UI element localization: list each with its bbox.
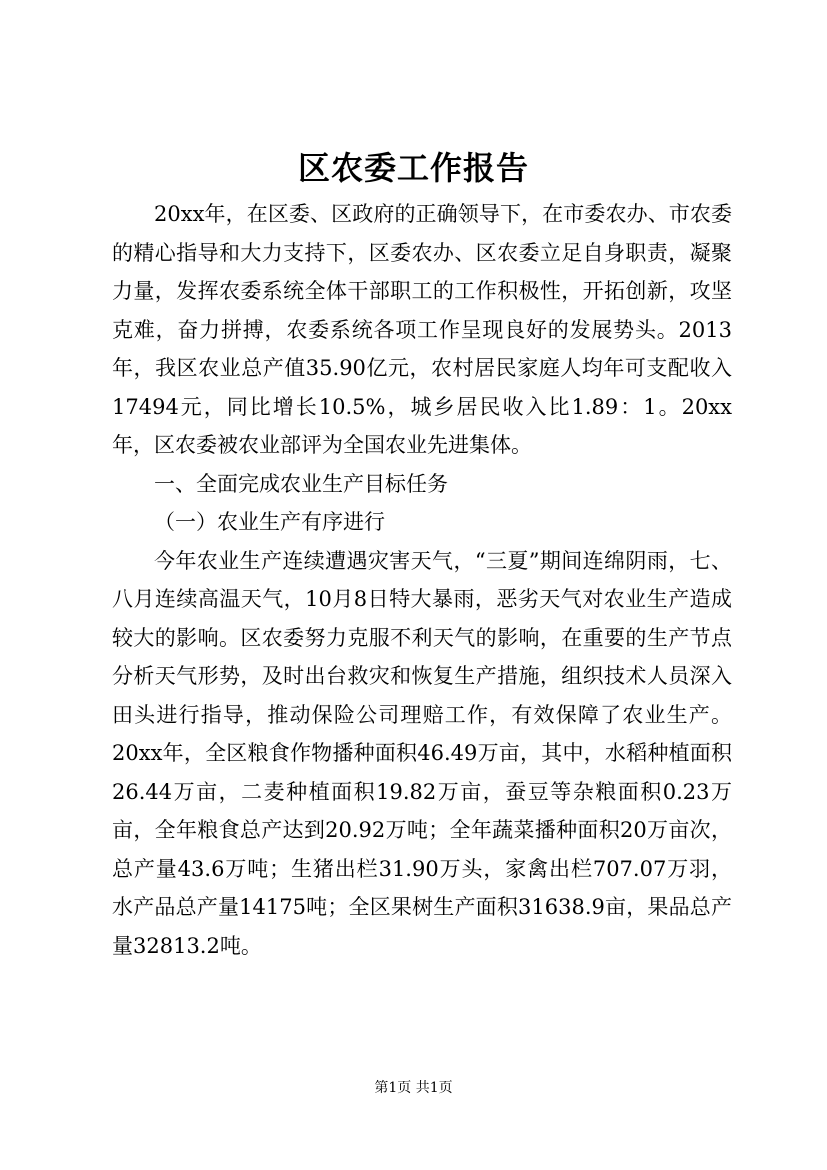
intro-paragraph: 20xx年，在区委、区政府的正确领导下，在市委农办、市农委的精心指导和大力支持下，区委农办、区农委立足自身职责，凝聚力量，发挥农委系统全体干部职工的工作积极性，开拓创新，攻坚克难，奋力拼搏，农委系统各项工作呈现良好的发展势头。2013年，我区农业总产值35.90亿元，农村居民家庭人均年可支配收入17494元，同比增长10.5%，城乡居民收入比1.89：1。20xx年，区农委被农业部评为全国农业先进集体。	[112, 202, 732, 457]
production-paragraph: 今年农业生产连续遭遇灾害天气，“三夏”期间连绵阴雨，七、八月连续高温天气，10月8日特大暴雨，恶劣天气对农业生产造成较大的影响。区农委努力克服不利天气的影响，在重要的生产节点分析天气形势，及时出台救灾和恢复生产措施，组织技术人员深入田头进行指导，推动保险公司理赔工作，有效保障了农业生产。20xx年，全区粮食作物播种面积46.49万亩，其中，水稻种植面积26.44万亩，二麦种植面积19.82万亩，蚕豆等杂粮面积0.23万亩，全年粮食总产达到20.92万吨；全年蔬菜播种面积20万亩次，总产量43.6万吨；生猪出栏31.90万头，家禽出栏707.07万羽，水产品总产量14175吨；全区果树生产面积31638.9亩，果品总产量32813.2吨。	[112, 548, 732, 958]
section-heading: 一、全面完成农业生产目标任务	[154, 471, 448, 496]
document-body	[112, 195, 732, 965]
page-footer: 第1页 共1页	[374, 1080, 453, 1096]
document-title: 区农委工作报告	[297, 149, 529, 187]
subsection-heading: （一）农业生产有序进行	[154, 510, 385, 534]
